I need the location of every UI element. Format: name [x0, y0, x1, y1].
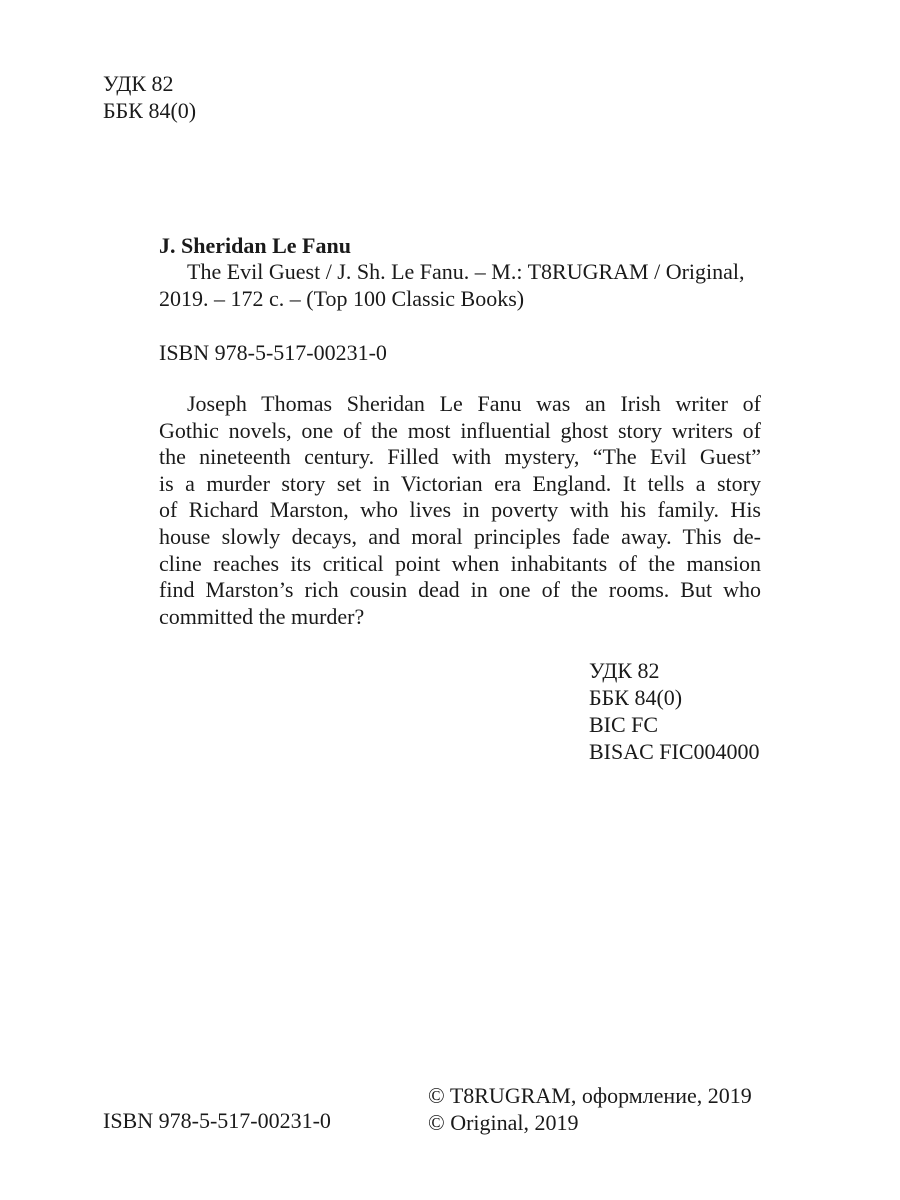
bibliographic-citation	[159, 258, 761, 312]
udk-code: УДК 82	[589, 658, 660, 683]
annotation-line: cline reaches its critical point when inhabitants of the mansion	[159, 550, 761, 576]
copyright-line: © T8RUGRAM, оформление, 2019	[428, 1083, 752, 1108]
author-name: J. Sheridan Le Fanu	[159, 233, 351, 258]
book-annotation	[159, 391, 761, 630]
annotation-line: of Richard Marston, who lives in poverty with his family. His	[159, 497, 761, 523]
isbn-bottom: ISBN 978-5-517-00231-0	[103, 1108, 331, 1133]
citation-line: 2019. – 172 с. – (Top 100 Classic Books)	[159, 286, 525, 311]
right-classification-codes	[589, 657, 760, 765]
annotation-line: Gothic novels, one of the most influential ghost story writers of	[159, 417, 761, 443]
annotation-line: committed the murder?	[159, 603, 365, 629]
bic-code: BIC FC	[589, 712, 659, 737]
annotation-line: is a murder story set in Victorian era England. It tells a story	[159, 470, 761, 496]
bbk-code: ББК 84(0)	[589, 685, 683, 710]
top-classification-codes	[103, 70, 196, 124]
isbn-main: ISBN 978-5-517-00231-0	[159, 340, 387, 365]
bisac-code: BISAC FIC004000	[589, 739, 760, 764]
citation-line: The Evil Guest / J. Sh. Le Fanu. – M.: T8RUGRAM / Original,	[187, 259, 745, 284]
annotation-line: the nineteenth century. Filled with mystery, “The Evil Guest”	[159, 444, 761, 470]
annotation-line: Joseph Thomas Sheridan Le Fanu was an Irish writer of	[187, 391, 761, 416]
bbk-code: ББК 84(0)	[103, 98, 197, 123]
copyright-notices	[428, 1082, 752, 1136]
udk-code: УДК 82	[103, 71, 174, 96]
copyright-line: © Original, 2019	[428, 1110, 579, 1135]
annotation-line: find Marston’s rich cousin dead in one of the rooms. But who	[159, 577, 761, 603]
annotation-line: house slowly decays, and moral principles fade away. This de-	[159, 523, 761, 549]
